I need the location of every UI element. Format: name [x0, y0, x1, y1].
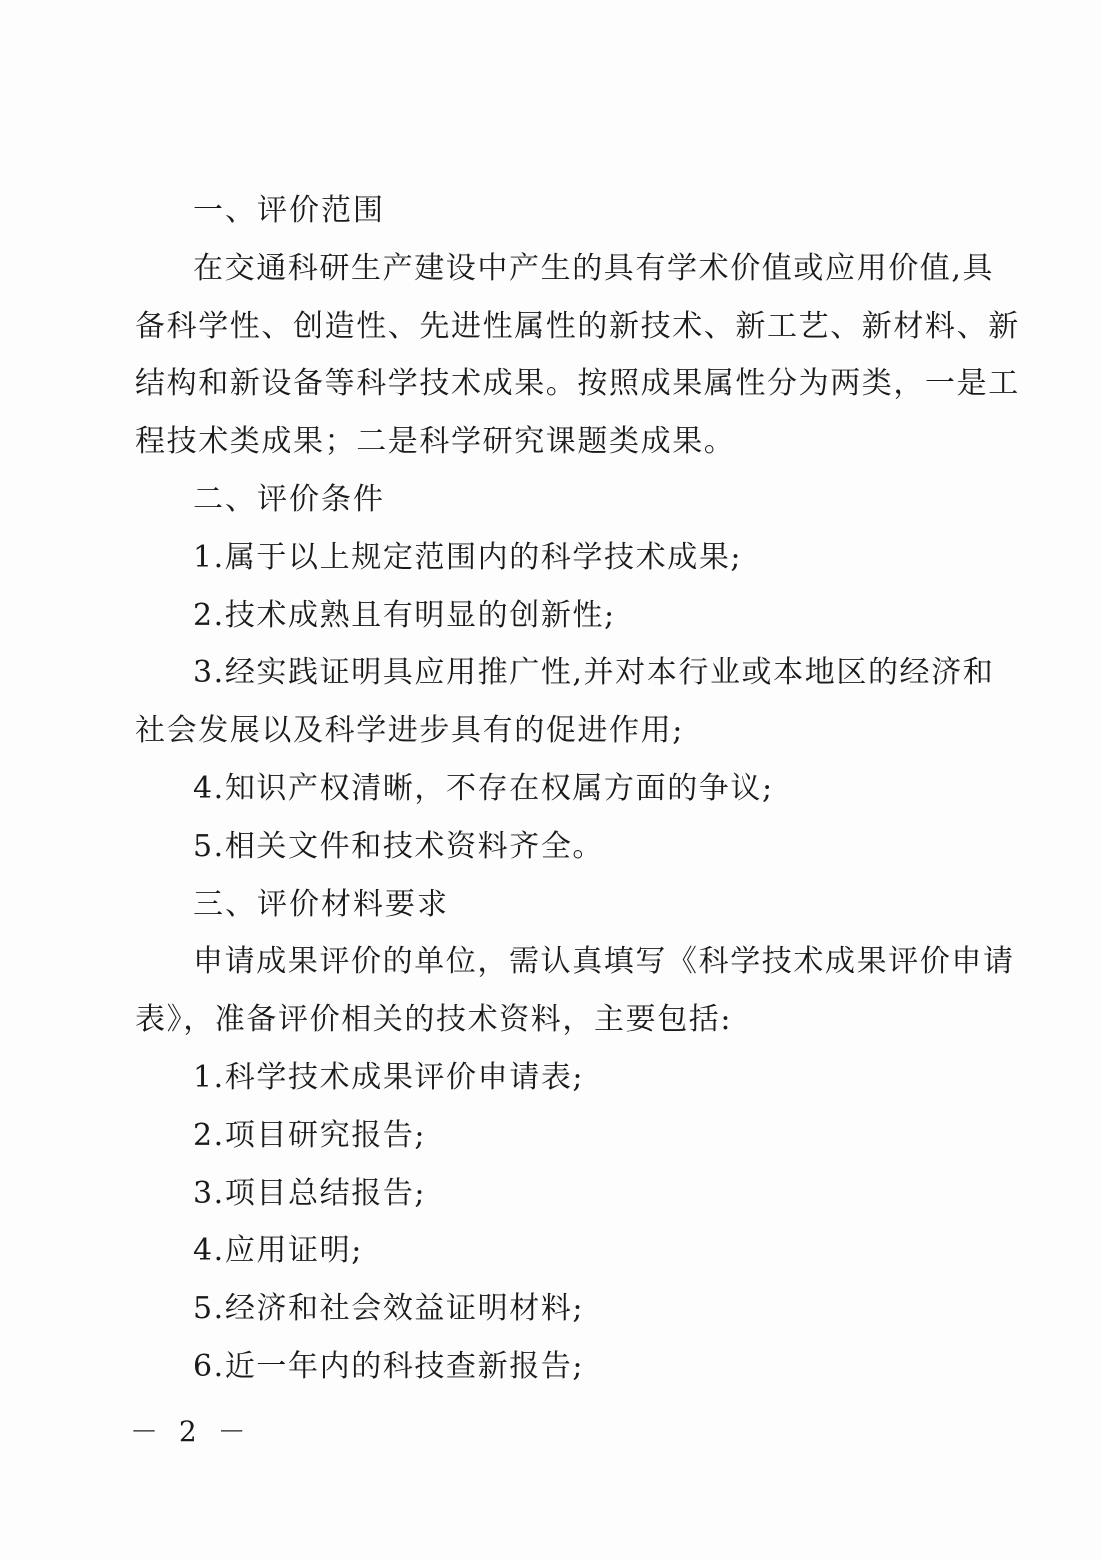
paragraph-line: 程技术类成果；二是科学研究课题类成果。 — [135, 424, 736, 460]
paragraph-line: 表》，准备评价相关的技术资料，主要包括: — [135, 1002, 733, 1038]
list-item: 5.经济和社会效益证明材料; — [193, 1291, 585, 1327]
paragraph-line: 申请成果评价的单位，需认真填写《科学技术成果评价申请 — [193, 944, 1015, 980]
list-item: 5.相关文件和技术资料齐全。 — [193, 828, 605, 864]
list-item: 6.近一年内的科技查新报告; — [193, 1348, 585, 1384]
document-body — [135, 182, 1020, 1396]
list-item: 4.应用证明; — [193, 1233, 363, 1269]
list-item: 2.项目研究报告; — [193, 1117, 427, 1153]
section-heading-materials: 三、评价材料要求 — [193, 886, 449, 922]
list-item: 3.项目总结报告; — [193, 1175, 427, 1211]
section-heading-scope: 一、评价范围 — [193, 193, 385, 228]
paragraph-line: 结构和新设备等科学技术成果。按照成果属性分为两类，一是工 — [135, 366, 1020, 402]
list-item: 4.知识产权清晰，不存在权属方面的争议; — [193, 770, 774, 806]
paragraph-line: 备科学性、创造性、先进性属性的新技术、新工艺、新材料、新 — [135, 308, 1020, 344]
section-heading-conditions: 二、评价条件 — [193, 481, 385, 517]
list-item-continuation: 社会发展以及科学进步具有的促进作用; — [135, 713, 684, 749]
list-item: 2.技术成熟且有明显的创新性; — [193, 597, 616, 633]
list-item: 1.属于以上规定范围内的科学技术成果; — [193, 539, 743, 575]
paragraph-line: 在交通科研生产建设中产生的具有学术价值或应用价值,具 — [193, 250, 995, 286]
list-item: 1.科学技术成果评价申请表; — [193, 1059, 585, 1095]
page-number: － 2 － — [130, 1415, 252, 1448]
list-item: 3.经实践证明具应用推广性,并对本行业或本地区的经济和 — [193, 655, 995, 691]
